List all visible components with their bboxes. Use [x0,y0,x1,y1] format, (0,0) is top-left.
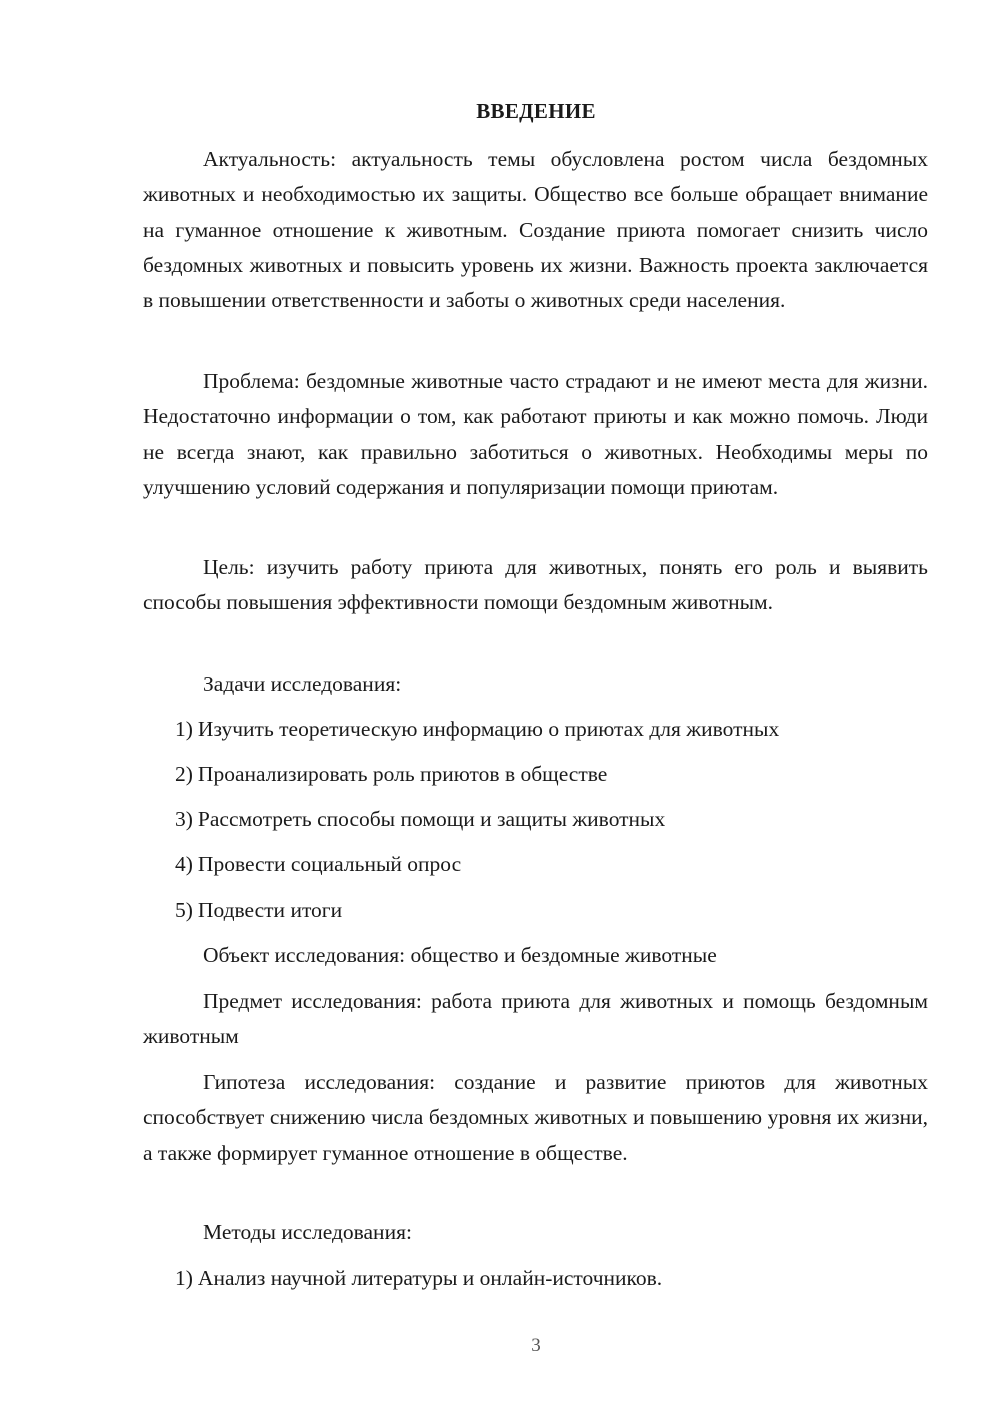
task-text: Изучить теоретическую информацию о приютах для животных [197,717,780,741]
page-number: 3 [531,1335,541,1356]
task-number: 1) [175,717,193,741]
tasks-heading: Задачи исследования: [203,672,402,696]
task-item [175,757,935,792]
section-title: ВВЕДЕНИЕ [476,99,596,123]
relevance-paragraph: Актуальность: актуальность темы обусловлена ростом числа бездомных животных и необходимостью их защиты. Общество все больше обращает внимание на гуманное отношение к животным. Создание приюта помогает снизить число бездомных животных и повысить уровень их жизни. Важность проекта заключается в повышении ответственности и заботы о животных среди населения. [143,147,928,313]
hypothesis-paragraph: Гипотеза исследования: создание и развитие приютов для животных способствует снижению числа бездомных животных и повышению уровня их жизни, а также формирует гуманное отношение в обществе. [143,1070,928,1165]
subject-paragraph: Предмет исследования: работа приюта для животных и помощь бездомным животным [143,989,928,1049]
problem-paragraph: Проблема: бездомные животные часто страдают и не имеют места для жизни. Недостаточно информации о том, как работают приюты и как можно помочь. Люди не всегда знают, как правильно заботиться о животных. Необходимы меры по улучшению условий содержания и популяризации помощи приютам. [143,369,928,499]
task-text: Рассмотреть способы помощи и защиты животных [197,807,666,831]
task-item [175,847,935,882]
task-item [175,893,935,928]
task-text: Провести социальный опрос [197,852,462,876]
object-paragraph: Объект исследования: общество и бездомные животные [203,943,717,967]
task-number: 4) [175,852,193,876]
task-number: 3) [175,807,193,831]
method-item [175,1261,935,1296]
method-number: 1) [175,1266,193,1290]
task-text: Проанализировать роль приютов в обществе [197,762,608,786]
task-number: 2) [175,762,193,786]
task-number: 5) [175,898,193,922]
methods-heading: Методы исследования: [203,1220,412,1244]
task-text: Подвести итоги [197,898,343,922]
method-text: Анализ научной литературы и онлайн-источников. [197,1266,663,1290]
task-item [175,712,935,747]
goal-paragraph: Цель: изучить работу приюта для животных, понять его роль и выявить способы повышения эффективности помощи бездомным животным. [143,555,928,615]
task-item [175,802,935,837]
